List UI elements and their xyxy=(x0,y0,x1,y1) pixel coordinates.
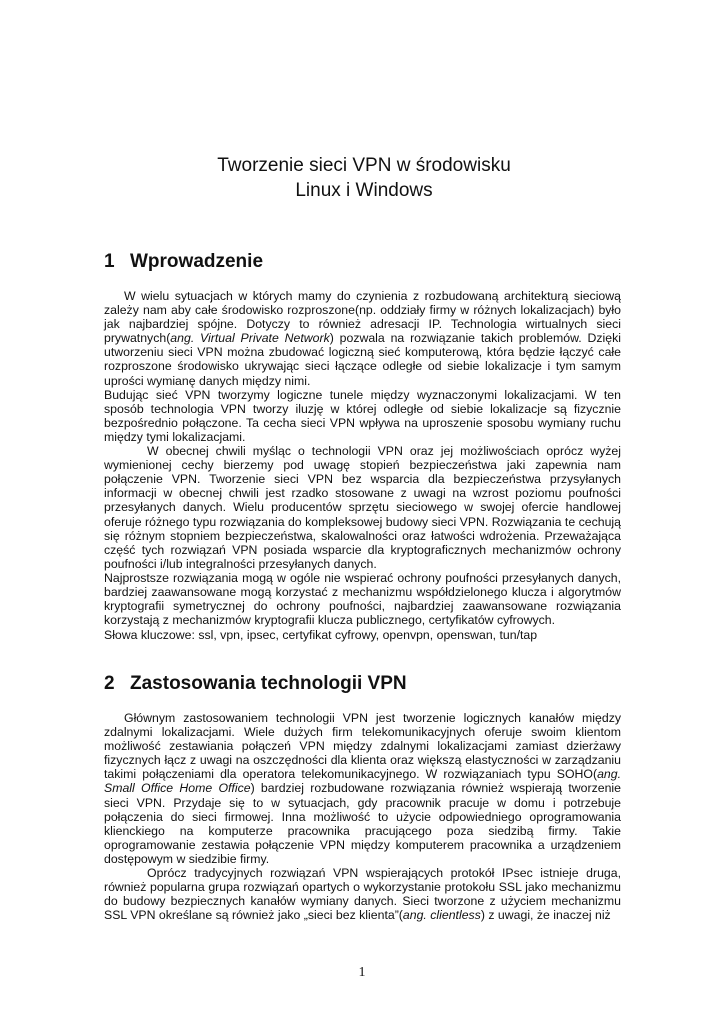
paragraph-text: ) pozwala na rozwiązanie takich problemów. Dzięki utworzeniu sieci VPN można zbudować logiczną sieć komputerową, która będzie łączyć całe rozproszone środowisko ukrywając sieci łączące odległe od siebie lokalizacje i tym samym uprości wymianę danych między nimi. xyxy=(104,331,621,388)
paragraph-text: Oprócz tradycyjnych rozwiązań VPN wspierających protokół IPsec istnieje druga, również popularna grupa rozwiązań opartych o wykorzystanie protokołu SSL jako mechanizmu do budowy bezpiecznych kanałów wymiany danych. Sieci tworzone z użyciem mechanizmu SSL VPN określane są również jako „sieci bez klienta”( xyxy=(104,866,621,923)
section-1-paragraph-3: W obecnej chwili myśląc o technologii VPN oraz jej możliwościach oprócz wyżej wymienionej cechy bierzemy pod uwagę stopień bezpieczeństwa jaki zapewnia nam połączenie VPN. Tworzenie sieci VPN bez wsparcia dla bezpieczeństwa przysyłanych informacji w obecnej chwili jest rzadko stosowane z uwagi na wzrost poziomu poufności przesyłanych danych. Wielu producentów sprzętu sieciowego w swojej ofercie handlowej oferuje różnego typu rozwiązania do kompleksowej budowy sieci VPN. Rozwiązania te cechują się różnym stopniem bezpieczeństwa, skalowalności oraz łatwości wdrożenia. Przeważająca część tych rozwiązań VPN posiada wsparcie dla kryptograficznych mechanizmów ochrony poufności i/lub integralności przesyłanych danych. xyxy=(104,444,621,571)
english-term: ang. clientless xyxy=(402,908,481,923)
section-2-body xyxy=(104,711,621,922)
section-1-body xyxy=(104,289,621,627)
section-1-paragraph-2: Budując sieć VPN tworzymy logiczne tunele między wyznaczonymi lokalizacjami. W ten sposób technologia VPN tworzy iluzję w której odległe od siebie lokalizacje są fizycznie bezpośrednio połączone. Ta cecha sieci VPN wpływa na uproszenie sposobu wymiany ruchu między tymi lokalizacjami. xyxy=(104,387,621,444)
section-1-paragraph-4: Najprostsze rozwiązania mogą w ogóle nie wspierać ochrony poufności przesyłanych danych, bardziej zaawansowane mogą korzystać z mechanizmu współdzielonego klucza i algorytmów kryptografii symetrycznej do ochrony poufności, najbardziej zaawansowane rozwiązania korzystają z mechanizmów kryptografii klucza publicznego, certyfikatów cyfrowych. xyxy=(104,570,621,628)
section-2-paragraph-2 xyxy=(104,866,621,922)
section-2-number: 2 xyxy=(104,673,115,694)
english-term: ang. Virtual Private Network xyxy=(170,331,330,346)
paragraph-text: ) z uwagi, że inaczej niż xyxy=(480,908,611,923)
section-1-paragraph-1 xyxy=(104,289,621,388)
section-1-heading xyxy=(104,251,263,273)
section-2-title: Zastosowania technologii VPN xyxy=(130,673,407,694)
section-2-paragraph-1 xyxy=(104,711,621,866)
title-line-1: Tworzenie sieci VPN w środowisku xyxy=(217,155,511,176)
keywords: Słowa kluczowe: ssl, vpn, ipsec, certyfikat cyfrowy, openvpn, openswan, tun/tap xyxy=(104,628,538,642)
paragraph-text: W wielu sytuacjach w których mamy do czynienia z rozbudowaną architekturą sieciową zależy nam aby całe środowisko rozproszone(np. oddziały firmy w różnych lokalizacjach) było jak najbardziej spójne. Dotyczy to również adresacji IP. Technologia wirtualnych sieci prywatnych( xyxy=(104,289,621,346)
section-2-heading xyxy=(104,673,407,695)
title-line-2: Linux i Windows xyxy=(295,180,433,201)
section-1-number: 1 xyxy=(104,251,115,272)
paragraph-text: ) bardziej rozbudowane rozwiązania również wspierają tworzenie sieci VPN. Przydaje się to w sytuacjach, gdy pracownik pracuje w domu i potrzebuje połączenia do sieci firmowej. Inna możliwość to użycie odpowiedniego oprogramowania klienckiego na komputerze pracownika pracującego poza siedzibą firmy. Takie oprogramowanie zestawia połączenie VPN między komputerem pracownika a urządzeniem dostępowym w siedzibie firmy. xyxy=(104,781,621,866)
paragraph-text: Głównym zastosowaniem technologii VPN jest tworzenie logicznych kanałów między zdalnymi lokalizacjami. Wiele dużych firm telekomunikacyjnych oferuje swoim klientom możliwość zestawiania połączeń VPN między zdalnymi lokalizacjami zamiast dzierżawy fizycznych łącz z uwagi na oszczędności dla klienta oraz większą elastyczności w zarządzaniu takimi połączeniami dla operatora telekomunikacyjnego. W rozwiązaniach typu SOHO( xyxy=(104,711,621,782)
section-1-title: Wprowadzenie xyxy=(130,251,264,272)
page-number: 1 xyxy=(358,965,366,980)
document-title xyxy=(104,153,624,203)
english-term: ang. Small Office Home Office xyxy=(104,767,621,796)
